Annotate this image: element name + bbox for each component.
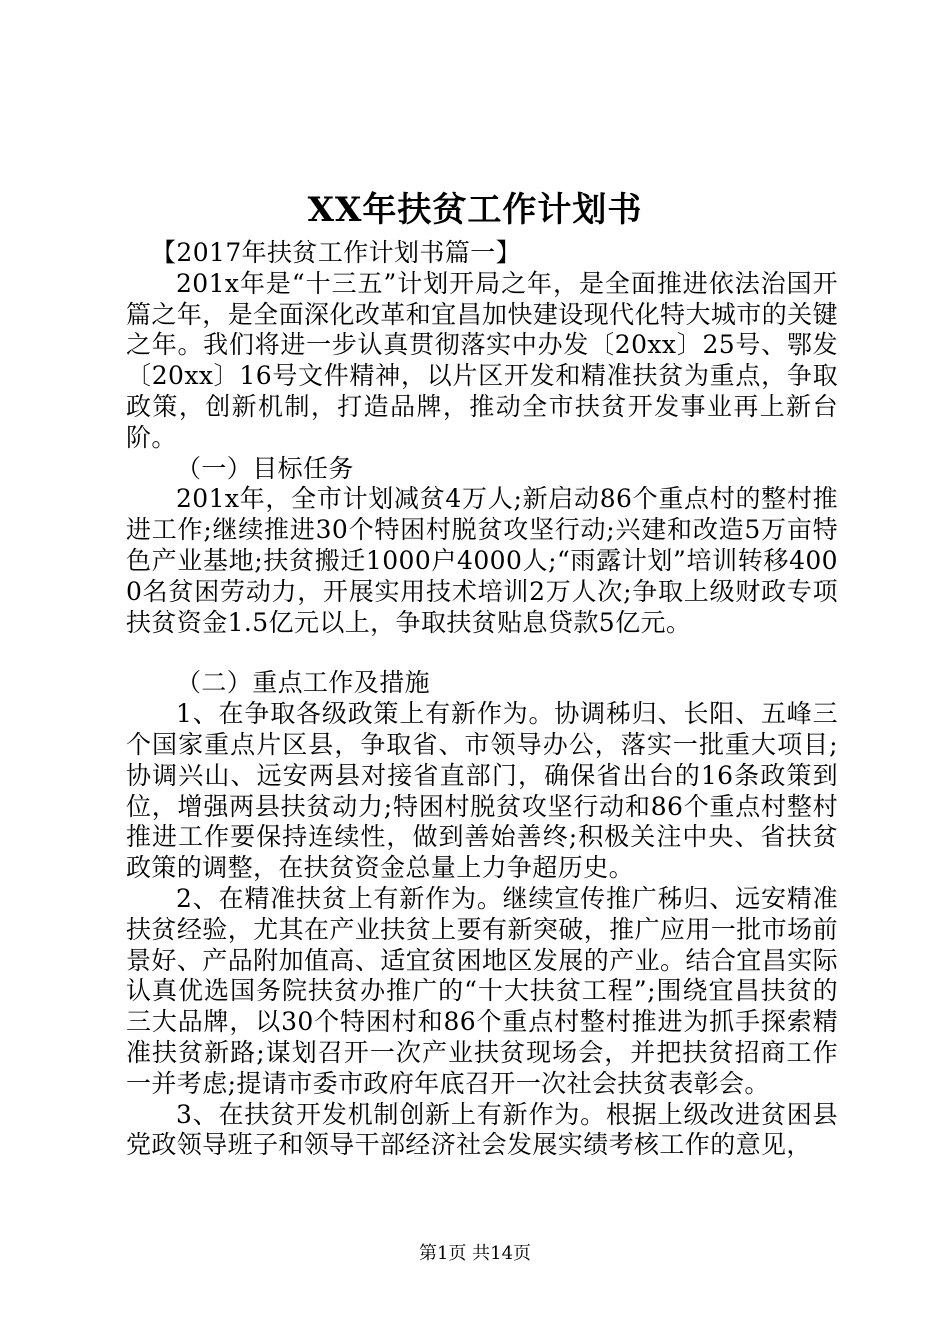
section-heading: 【2017年扶贫工作计划书篇一】 <box>151 238 522 267</box>
heading-goals: （一）目标任务 <box>176 453 354 483</box>
heading-measures: （二）重点工作及措施 <box>176 668 431 698</box>
measure-paragraph-3: 3、在扶贫开发机制创新上有新作为。根据上级改进贫困县党政领导班子和领导干部经济社会发展实绩考核工作的意见， <box>126 1099 838 1160</box>
paragraph-spacer <box>126 638 838 668</box>
page-footer: 第1页 共14页 <box>418 1243 532 1264</box>
measure-paragraph-2: 2、在精准扶贫上有新作为。继续宣传推广秭归、远安精准扶贫经验，尤其在产业扶贫上要有新突破，推广应用一批市场前景好、产品附加值高、适宜贫困地区发展的产业。结合宜昌实际认真优选国务院扶贫办推广的“十大扶贫工程”;围绕宜昌扶贫的三大品牌，以30个特困村和86个重点村整村推进为抓手探索精准扶贫新路;谋划召开一次产业扶贫现场会，并把扶贫招商工作一并考虑;提请市委市政府年底召开一次社会扶贫表彰会。 <box>126 883 838 1098</box>
document-body <box>126 238 838 1161</box>
document-title: XX年扶贫工作计划书 <box>307 190 643 230</box>
intro-paragraph: 201x年是“十三五”计划开局之年，是全面推进依法治国开篇之年，是全面深化改革和宜昌加快建设现代化特大城市的关键之年。我们将进一步认真贯彻落实中办发〔20xx〕25号、鄂发〔20xx〕16号文件精神，以片区开发和精准扶贫为重点，争取政策，创新机制，打造品牌，推动全市扶贫开发事业再上新台阶。 <box>126 268 838 452</box>
goals-paragraph: 201x年，全市计划减贫4万人;新启动86个重点村的整村推进工作;继续推进30个特困村脱贫攻坚行动;兴建和改造5万亩特色产业基地;扶贫搬迁1000户4000人;“雨露计划”培训转移4000名贫困劳动力，开展实用技术培训2万人次;争取上级财政专项扶贫资金1.5亿元以上，争取扶贫贴息贷款5亿元。 <box>126 484 838 637</box>
measure-paragraph-1: 1、在争取各级政策上有新作为。协调秭归、长阳、五峰三个国家重点片区县，争取省、市领导办公，落实一批重大项目;协调兴山、远安两县对接省直部门，确保省出台的16条政策到位，增强两县扶贫动力;特困村脱贫攻坚行动和86个重点村整村推进工作要保持连续性，做到善始善终;积极关注中央、省扶贫政策的调整，在扶贫资金总量上力争超历史。 <box>126 699 838 883</box>
